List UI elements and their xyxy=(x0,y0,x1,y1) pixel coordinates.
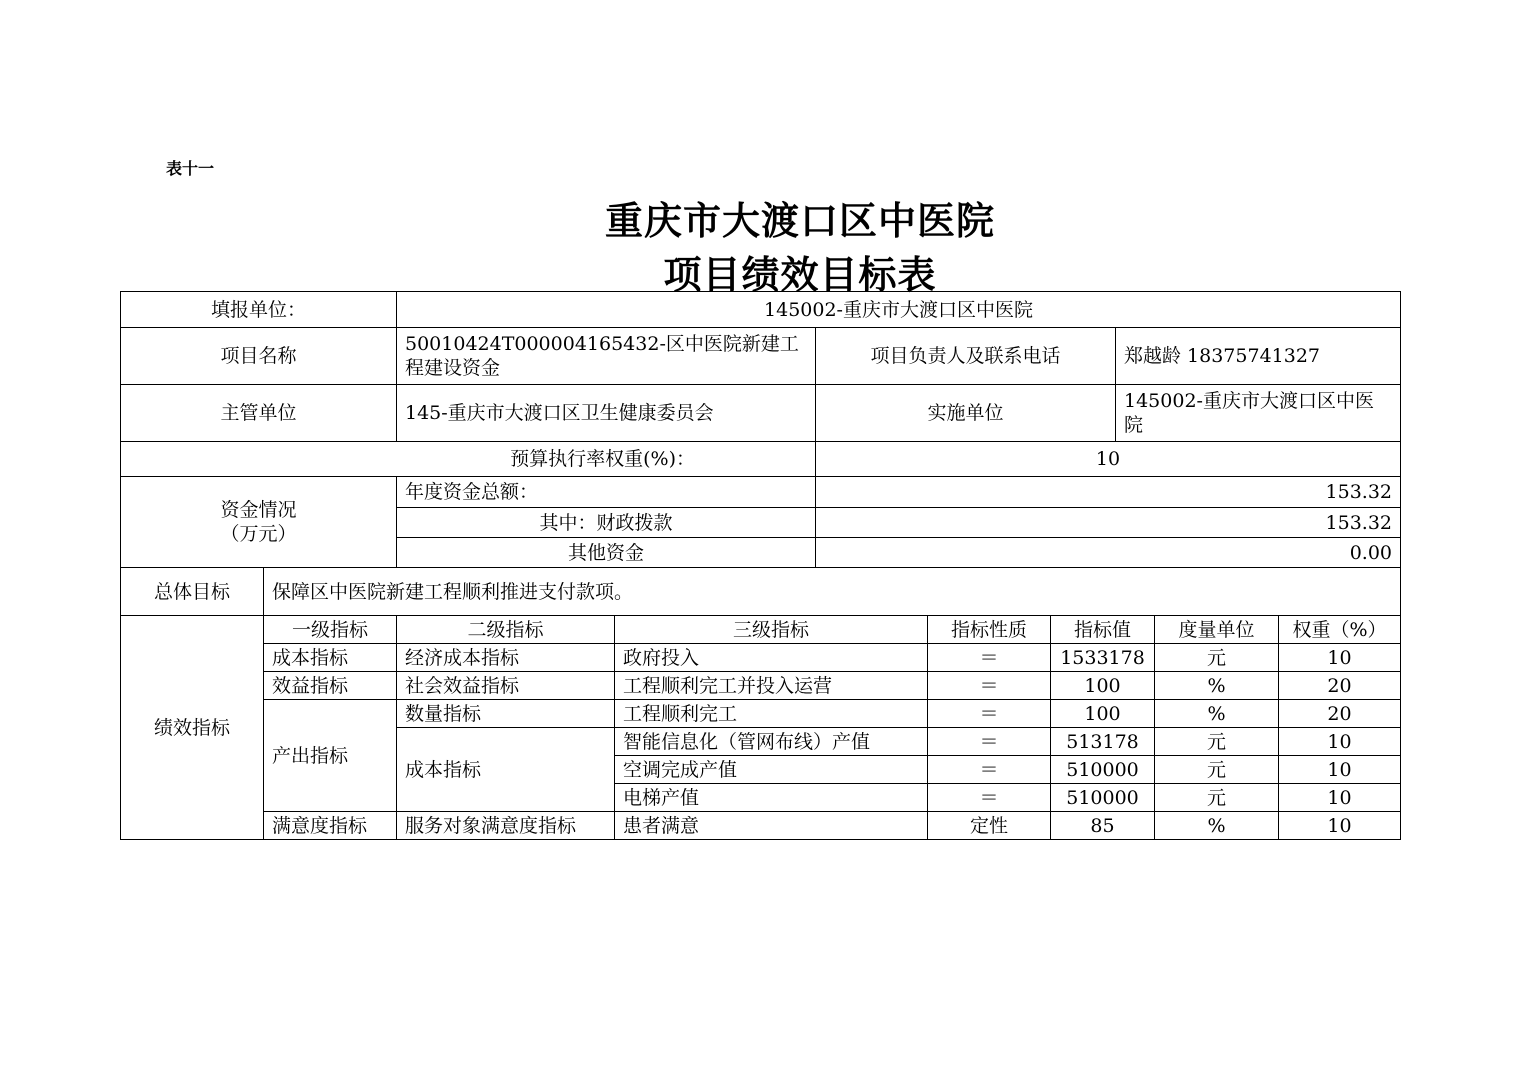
funds-label-line2: （万元） xyxy=(220,523,297,545)
l3-cell: 电梯产值 xyxy=(615,784,928,812)
l3-cell: 工程顺利完工 xyxy=(615,700,928,728)
l3-cell: 空调完成产值 xyxy=(615,756,928,784)
table-tag: 表十一 xyxy=(166,159,215,178)
funds-total-label: 年度资金总额： xyxy=(397,477,816,508)
impl-unit-value: 145002-重庆市大渡口区中医院 xyxy=(1116,385,1401,442)
funds-other-label: 其他资金 xyxy=(397,538,816,568)
funds-fiscal-label: 其中：财政拨款 xyxy=(397,508,816,538)
nature-cell: ＝ xyxy=(928,728,1051,756)
project-name-value: 50010424T000004165432-区中医院新建工程建设资金 xyxy=(397,328,816,385)
value-cell: 100 xyxy=(1051,672,1155,700)
unit-cell: % xyxy=(1155,812,1279,840)
value-cell: 510000 xyxy=(1051,784,1155,812)
nature-cell: ＝ xyxy=(928,756,1051,784)
nature-cell: ＝ xyxy=(928,784,1051,812)
value-cell: 513178 xyxy=(1051,728,1155,756)
table-row xyxy=(121,672,1401,700)
unit-cell: % xyxy=(1155,700,1279,728)
performance-table xyxy=(120,615,1401,840)
value-cell: 85 xyxy=(1051,812,1155,840)
perf-label: 绩效指标 xyxy=(121,616,264,840)
l3-cell: 政府投入 xyxy=(615,644,928,672)
weight-cell: 10 xyxy=(1279,728,1401,756)
nature-cell: ＝ xyxy=(928,644,1051,672)
l3-cell: 智能信息化（管网布线）产值 xyxy=(615,728,928,756)
funds-label xyxy=(121,477,397,568)
l1-cost: 成本指标 xyxy=(264,644,397,672)
project-info-table xyxy=(120,291,1401,568)
project-name-label: 项目名称 xyxy=(121,328,397,385)
perf-header-l3: 三级指标 xyxy=(615,616,928,644)
overall-goal-value: 保障区中医院新建工程顺利推进支付款项。 xyxy=(264,568,1401,616)
l1-benefit: 效益指标 xyxy=(264,672,397,700)
weight-cell: 20 xyxy=(1279,672,1401,700)
funds-total-value: 153.32 xyxy=(816,477,1401,508)
value-cell: 1533178 xyxy=(1051,644,1155,672)
table-row xyxy=(121,812,1401,840)
weight-cell: 10 xyxy=(1279,644,1401,672)
budget-weight-label: 预算执行率权重(%)： xyxy=(121,442,816,477)
l1-satisfaction: 满意度指标 xyxy=(264,812,397,840)
l2-cost: 成本指标 xyxy=(397,728,615,812)
l2-quantity: 数量指标 xyxy=(397,700,615,728)
document-subtitle: 项目绩效目标表 xyxy=(663,252,937,297)
l3-cell: 工程顺利完工并投入运营 xyxy=(615,672,928,700)
supervisor-value: 145-重庆市大渡口区卫生健康委员会 xyxy=(397,385,816,442)
unit-cell: % xyxy=(1155,672,1279,700)
fill-unit-value: 145002-重庆市大渡口区中医院 xyxy=(397,292,1401,328)
value-cell: 100 xyxy=(1051,700,1155,728)
table-row xyxy=(121,644,1401,672)
overall-goal-label: 总体目标 xyxy=(121,568,264,616)
weight-cell: 10 xyxy=(1279,756,1401,784)
nature-cell: ＝ xyxy=(928,700,1051,728)
funds-other-value: 0.00 xyxy=(816,538,1401,568)
table-row xyxy=(121,700,1401,728)
perf-header-unit: 度量单位 xyxy=(1155,616,1279,644)
funds-label-line1: 资金情况 xyxy=(220,499,297,521)
document-title: 重庆市大渡口区中医院 xyxy=(604,198,995,243)
perf-header-weight: 权重（%） xyxy=(1279,616,1401,644)
weight-cell: 10 xyxy=(1279,812,1401,840)
value-cell: 510000 xyxy=(1051,756,1155,784)
fill-unit-label: 填报单位： xyxy=(121,292,397,328)
nature-cell: 定性 xyxy=(928,812,1051,840)
perf-header-value: 指标值 xyxy=(1051,616,1155,644)
l1-output: 产出指标 xyxy=(264,700,397,812)
unit-cell: 元 xyxy=(1155,756,1279,784)
budget-weight-value: 10 xyxy=(816,442,1401,477)
funds-fiscal-value: 153.32 xyxy=(816,508,1401,538)
perf-header-nature: 指标性质 xyxy=(928,616,1051,644)
perf-header-l2: 二级指标 xyxy=(397,616,615,644)
l3-cell: 患者满意 xyxy=(615,812,928,840)
unit-cell: 元 xyxy=(1155,644,1279,672)
l2-service: 服务对象满意度指标 xyxy=(397,812,615,840)
leader-label: 项目负责人及联系电话 xyxy=(816,328,1116,385)
unit-cell: 元 xyxy=(1155,728,1279,756)
overall-goal-table xyxy=(120,567,1401,616)
perf-header-l1: 一级指标 xyxy=(264,616,397,644)
nature-cell: ＝ xyxy=(928,672,1051,700)
l2-economic-cost: 经济成本指标 xyxy=(397,644,615,672)
l2-social-benefit: 社会效益指标 xyxy=(397,672,615,700)
weight-cell: 10 xyxy=(1279,784,1401,812)
unit-cell: 元 xyxy=(1155,784,1279,812)
leader-value: 郑越龄 18375741327 xyxy=(1116,328,1401,385)
weight-cell: 20 xyxy=(1279,700,1401,728)
impl-unit-label: 实施单位 xyxy=(816,385,1116,442)
supervisor-label: 主管单位 xyxy=(121,385,397,442)
